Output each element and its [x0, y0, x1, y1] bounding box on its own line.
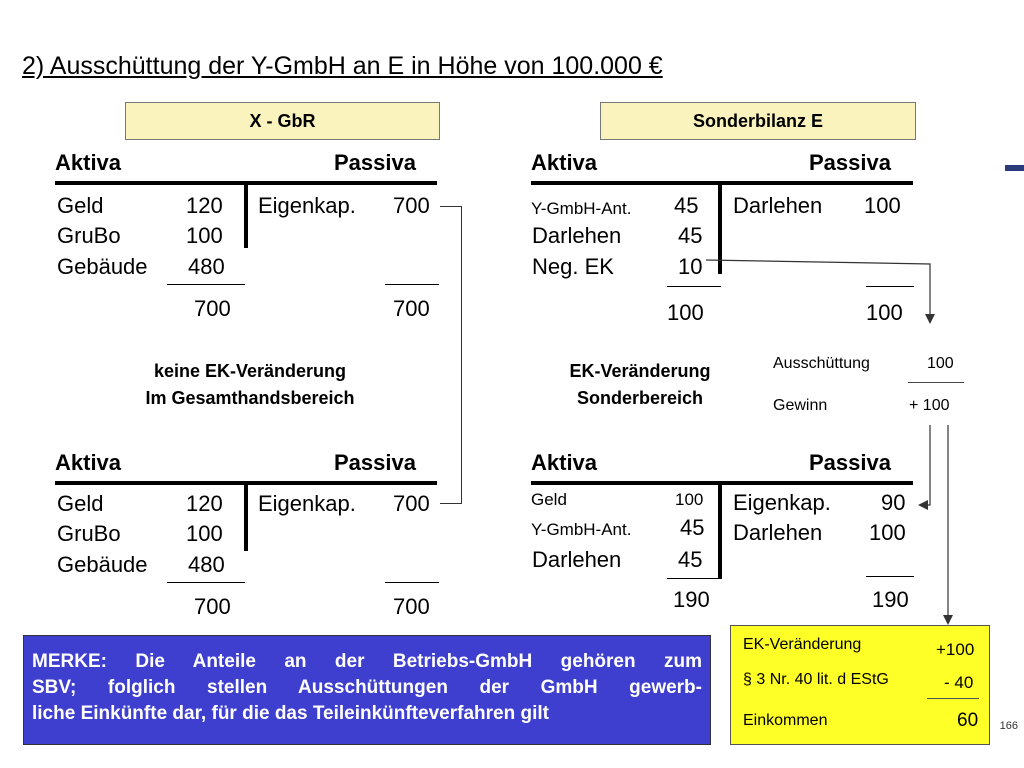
sum-line [908, 382, 964, 383]
asset-value: 480 [188, 552, 225, 577]
liability-label: Darlehen [733, 193, 823, 218]
asset-label: Gebäude [57, 254, 148, 279]
liability-label: Darlehen [733, 520, 823, 545]
asset-label: Gebäude [57, 552, 148, 577]
asset-label: Geld [531, 490, 567, 509]
merke-note-box [23, 635, 711, 745]
note-line: Sonderbereich [576, 388, 704, 408]
asset-value: 120 [186, 491, 223, 516]
asset-value: 45 [680, 515, 705, 540]
asset-value: 10 [678, 254, 703, 279]
note-line: keine EK-Veränderung [153, 361, 347, 381]
sum-left: 700 [194, 296, 231, 321]
asset-label: Geld [57, 491, 104, 516]
t-account-topline [531, 481, 913, 485]
sum-right: 700 [393, 296, 430, 321]
liability-value: 700 [393, 491, 430, 516]
sum-line [167, 284, 245, 285]
t-account-divider [244, 481, 248, 551]
passiva-label: Passiva [334, 150, 416, 175]
asset-label: GruBo [57, 223, 121, 248]
equity-change-value: +100 [936, 640, 975, 659]
connector-line [440, 503, 462, 504]
asset-label: Geld [57, 193, 104, 218]
connector-line [461, 206, 462, 504]
passiva-label: Passiva [809, 450, 891, 475]
asset-value: 45 [674, 193, 699, 218]
sum-line [927, 698, 979, 699]
sum-line [667, 578, 721, 579]
t-account-divider [718, 181, 722, 274]
merke-line: SBV; folglich stellen Ausschüttungen der GmbH gewerb- [32, 677, 702, 698]
asset-value: 100 [186, 521, 223, 546]
asset-label: Darlehen [532, 223, 622, 248]
aktiva-label: Aktiva [55, 450, 122, 475]
distribution-label: Ausschüttung [773, 355, 870, 372]
income-label: Einkommen [743, 712, 828, 729]
tax-rule-value: - 40 [944, 673, 974, 692]
sum-line [866, 286, 914, 287]
asset-value: 45 [678, 223, 703, 248]
sum-line [385, 582, 439, 583]
note-no-equity-change [100, 358, 400, 412]
asset-label: Y-GmbH-Ant. [531, 199, 632, 218]
profit-label: Gewinn [773, 397, 828, 414]
liability-value: 700 [393, 193, 430, 218]
liability-value: 100 [864, 193, 901, 218]
sum-line [167, 582, 245, 583]
asset-value: 45 [678, 547, 703, 572]
t-account-divider [718, 481, 722, 579]
liability-label: Eigenkap. [258, 193, 356, 218]
connector-line [440, 206, 462, 207]
sum-line [866, 576, 914, 577]
tax-rule-label: § 3 Nr. 40 lit. d EStG [743, 671, 889, 688]
liability-label: Eigenkap. [258, 491, 356, 516]
page-title: 2) Ausschüttung der Y-GmbH an E in Höhe von 100.000 € [22, 52, 663, 80]
liability-value: 100 [869, 520, 906, 545]
profit-value: + 100 [909, 397, 950, 414]
asset-label: Darlehen [532, 547, 622, 572]
asset-value: 100 [675, 490, 704, 509]
asset-label: GruBo [57, 521, 121, 546]
merke-line: liche Einkünfte dar, für die das Teileinkünfteverfahren gilt [32, 703, 549, 724]
note-line: EK-Veränderung [569, 361, 711, 381]
page-number: 166 [999, 720, 1018, 732]
passiva-label: Passiva [809, 150, 891, 175]
passiva-label: Passiva [334, 450, 416, 475]
sum-left: 100 [667, 300, 704, 325]
income-result-box [730, 625, 990, 745]
note-line: Im Gesamthandsbereich [145, 388, 355, 408]
income-value: 60 [957, 710, 979, 731]
aktiva-label: Aktiva [531, 450, 598, 475]
asset-value: 480 [188, 254, 225, 279]
note-equity-change [540, 358, 740, 412]
sum-left: 190 [673, 587, 710, 612]
arrow-to-equity [920, 425, 930, 505]
equity-change-label: EK-Veränderung [743, 636, 862, 653]
asset-label: Neg. EK [532, 254, 614, 279]
header-x-gbr: X - GbR [125, 102, 440, 140]
asset-value: 100 [186, 223, 223, 248]
merke-line: MERKE: Die Anteile an der Betriebs-GmbH gehören zum [32, 651, 702, 672]
distribution-value: 100 [927, 355, 954, 372]
sum-line [667, 286, 721, 287]
asset-value: 120 [186, 193, 223, 218]
liability-label: Eigenkap. [733, 490, 831, 515]
sum-right: 100 [866, 300, 903, 325]
t-account-topline [531, 181, 913, 185]
aktiva-label: Aktiva [531, 150, 598, 175]
sum-right: 190 [872, 587, 909, 612]
sum-line [385, 284, 439, 285]
asset-label: Y-GmbH-Ant. [531, 520, 632, 539]
t-account-divider [244, 181, 248, 248]
aktiva-label: Aktiva [55, 150, 122, 175]
liability-value: 90 [881, 490, 906, 515]
header-sonderbilanz-e: Sonderbilanz E [600, 102, 916, 140]
accent-bar [1005, 165, 1024, 171]
sum-right: 700 [393, 594, 430, 619]
sum-left: 700 [194, 594, 231, 619]
